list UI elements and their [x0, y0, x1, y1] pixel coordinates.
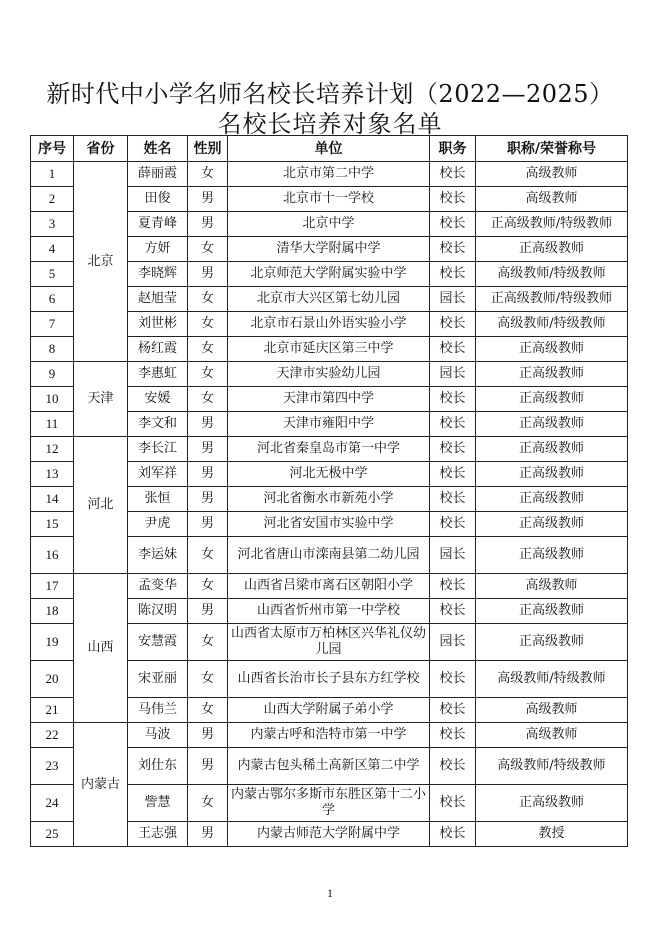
person-gender: 女	[188, 237, 228, 262]
person-gender: 男	[188, 412, 228, 437]
person-post: 校长	[430, 337, 476, 362]
person-name: 宋亚丽	[128, 661, 188, 698]
person-title: 正高级教师/特级教师	[476, 212, 628, 237]
person-title: 高级教师	[476, 698, 628, 723]
table-header-row	[31, 136, 628, 162]
row-index: 15	[31, 512, 74, 537]
person-title: 高级教师	[476, 187, 628, 212]
row-index: 3	[31, 212, 74, 237]
person-title: 正高级教师	[476, 537, 628, 574]
person-name: 李长江	[128, 437, 188, 462]
person-title: 正高级教师	[476, 412, 628, 437]
person-post: 园长	[430, 537, 476, 574]
person-gender: 女	[188, 337, 228, 362]
row-index: 1	[31, 162, 74, 187]
person-post: 校长	[430, 237, 476, 262]
person-title: 高级教师/特级教师	[476, 262, 628, 287]
table-row	[31, 162, 628, 187]
person-gender: 男	[188, 187, 228, 212]
row-index: 6	[31, 287, 74, 312]
person-title: 正高级教师	[476, 387, 628, 412]
person-unit: 山西大学附属子弟小学	[228, 698, 430, 723]
person-name: 安慧霞	[128, 624, 188, 661]
person-title: 高级教师	[476, 723, 628, 748]
person-post: 校长	[430, 187, 476, 212]
person-unit: 山西省长治市长子县东方红学校	[228, 661, 430, 698]
person-post: 校长	[430, 162, 476, 187]
person-unit: 北京市石景山外语实验小学	[228, 312, 430, 337]
person-unit: 河北省唐山市滦南县第二幼儿园	[228, 537, 430, 574]
person-name: 张恒	[128, 487, 188, 512]
person-title: 正高级教师	[476, 785, 628, 822]
person-name: 赵旭莹	[128, 287, 188, 312]
person-gender: 女	[188, 537, 228, 574]
header-index: 序号	[31, 136, 74, 162]
person-gender: 女	[188, 162, 228, 187]
person-post: 校长	[430, 512, 476, 537]
province-cell: 山西	[74, 574, 128, 723]
person-gender: 男	[188, 822, 228, 847]
person-name: 李惠虹	[128, 362, 188, 387]
person-gender: 男	[188, 723, 228, 748]
person-title: 教授	[476, 822, 628, 847]
person-name: 刘军祥	[128, 462, 188, 487]
row-index: 10	[31, 387, 74, 412]
person-unit: 河北无极中学	[228, 462, 430, 487]
person-post: 校长	[430, 262, 476, 287]
header-post: 职务	[430, 136, 476, 162]
person-unit: 内蒙古师范大学附属中学	[228, 822, 430, 847]
row-index: 11	[31, 412, 74, 437]
person-title: 高级教师/特级教师	[476, 748, 628, 785]
person-post: 校长	[430, 822, 476, 847]
person-post: 校长	[430, 661, 476, 698]
person-unit: 山西省太原市万柏林区兴华礼仪幼儿园	[228, 624, 430, 661]
row-index: 16	[31, 537, 74, 574]
table-body	[31, 162, 628, 847]
header-title: 职称/荣誉称号	[476, 136, 628, 162]
table-row	[31, 437, 628, 462]
person-gender: 男	[188, 212, 228, 237]
row-index: 13	[31, 462, 74, 487]
person-title: 正高级教师	[476, 337, 628, 362]
row-index: 19	[31, 624, 74, 661]
table-row	[31, 362, 628, 387]
row-index: 7	[31, 312, 74, 337]
person-post: 校长	[430, 748, 476, 785]
person-post: 校长	[430, 312, 476, 337]
document-subtitle: 名校长培养对象名单	[217, 110, 443, 138]
person-post: 校长	[430, 212, 476, 237]
person-name: 李晓辉	[128, 262, 188, 287]
province-cell: 河北	[74, 437, 128, 574]
person-name: 陈汉明	[128, 599, 188, 624]
person-post: 校长	[430, 487, 476, 512]
person-title: 高级教师/特级教师	[476, 312, 628, 337]
person-gender: 女	[188, 287, 228, 312]
row-index: 22	[31, 723, 74, 748]
person-post: 校长	[430, 462, 476, 487]
person-unit: 北京市十一学校	[228, 187, 430, 212]
row-index: 8	[31, 337, 74, 362]
row-index: 2	[31, 187, 74, 212]
person-gender: 女	[188, 387, 228, 412]
table-row	[31, 574, 628, 599]
header-name: 姓名	[128, 136, 188, 162]
row-index: 14	[31, 487, 74, 512]
table-row	[31, 723, 628, 748]
header-unit: 单位	[228, 136, 430, 162]
person-unit: 内蒙古呼和浩特市第一中学	[228, 723, 430, 748]
person-name: 訾慧	[128, 785, 188, 822]
person-unit: 山西省吕梁市离石区朝阳小学	[228, 574, 430, 599]
province-cell: 北京	[74, 162, 128, 362]
roster-table	[30, 135, 628, 847]
person-gender: 男	[188, 599, 228, 624]
person-unit: 山西省忻州市第一中学校	[228, 599, 430, 624]
person-name: 方妍	[128, 237, 188, 262]
person-unit: 北京师范大学附属实验中学	[228, 262, 430, 287]
person-name: 杨红霞	[128, 337, 188, 362]
row-index: 20	[31, 661, 74, 698]
person-name: 马伟兰	[128, 698, 188, 723]
person-post: 园长	[430, 287, 476, 312]
person-title: 高级教师	[476, 162, 628, 187]
document-title: 新时代中小学名师名校长培养计划（2022—2025）	[46, 80, 614, 108]
person-gender: 男	[188, 512, 228, 537]
person-unit: 内蒙古包头稀土高新区第二中学	[228, 748, 430, 785]
row-index: 17	[31, 574, 74, 599]
person-gender: 女	[188, 362, 228, 387]
person-gender: 女	[188, 785, 228, 822]
province-cell: 内蒙古	[74, 723, 128, 847]
person-post: 校长	[430, 387, 476, 412]
person-title: 高级教师	[476, 574, 628, 599]
person-gender: 女	[188, 698, 228, 723]
person-gender: 女	[188, 624, 228, 661]
row-index: 21	[31, 698, 74, 723]
person-title: 正高级教师	[476, 512, 628, 537]
person-post: 校长	[430, 599, 476, 624]
person-gender: 女	[188, 661, 228, 698]
person-post: 园长	[430, 624, 476, 661]
row-index: 9	[31, 362, 74, 387]
person-title: 正高级教师	[476, 599, 628, 624]
person-name: 刘世彬	[128, 312, 188, 337]
person-name: 王志强	[128, 822, 188, 847]
row-index: 23	[31, 748, 74, 785]
person-title: 正高级教师	[476, 462, 628, 487]
person-title: 正高级教师	[476, 437, 628, 462]
person-gender: 男	[188, 748, 228, 785]
person-post: 校长	[430, 723, 476, 748]
header-province: 省份	[74, 136, 128, 162]
person-name: 马波	[128, 723, 188, 748]
person-unit: 天津市雍阳中学	[228, 412, 430, 437]
person-unit: 河北省秦皇岛市第一中学	[228, 437, 430, 462]
person-post: 校长	[430, 698, 476, 723]
person-unit: 天津市第四中学	[228, 387, 430, 412]
person-post: 校长	[430, 437, 476, 462]
row-index: 24	[31, 785, 74, 822]
person-post: 校长	[430, 574, 476, 599]
row-index: 4	[31, 237, 74, 262]
person-unit: 北京市第二中学	[228, 162, 430, 187]
person-unit: 北京中学	[228, 212, 430, 237]
person-name: 安媛	[128, 387, 188, 412]
person-name: 夏青峰	[128, 212, 188, 237]
person-unit: 内蒙古鄂尔多斯市东胜区第十二小学	[228, 785, 430, 822]
person-unit: 天津市实验幼儿园	[228, 362, 430, 387]
person-title: 正高级教师	[476, 624, 628, 661]
person-unit: 北京市大兴区第七幼儿园	[228, 287, 430, 312]
person-gender: 男	[188, 437, 228, 462]
person-name: 刘仕东	[128, 748, 188, 785]
person-unit: 河北省安国市实验中学	[228, 512, 430, 537]
person-unit: 北京市延庆区第三中学	[228, 337, 430, 362]
person-title: 正高级教师	[476, 362, 628, 387]
person-title: 正高级教师	[476, 487, 628, 512]
person-gender: 男	[188, 462, 228, 487]
row-index: 12	[31, 437, 74, 462]
person-gender: 男	[188, 262, 228, 287]
person-unit: 河北省衡水市新苑小学	[228, 487, 430, 512]
person-name: 田俊	[128, 187, 188, 212]
person-gender: 女	[188, 574, 228, 599]
person-unit: 清华大学附属中学	[228, 237, 430, 262]
person-title: 高级教师/特级教师	[476, 661, 628, 698]
person-name: 尹虎	[128, 512, 188, 537]
person-post: 园长	[430, 362, 476, 387]
person-title: 正高级教师/特级教师	[476, 287, 628, 312]
row-index: 25	[31, 822, 74, 847]
header-gender: 性别	[188, 136, 228, 162]
person-post: 校长	[430, 412, 476, 437]
person-name: 李文和	[128, 412, 188, 437]
page-number: 1	[327, 886, 333, 900]
person-gender: 女	[188, 312, 228, 337]
province-cell: 天津	[74, 362, 128, 437]
person-title: 正高级教师	[476, 237, 628, 262]
person-gender: 男	[188, 487, 228, 512]
row-index: 18	[31, 599, 74, 624]
row-index: 5	[31, 262, 74, 287]
person-name: 薛丽霞	[128, 162, 188, 187]
person-name: 孟变华	[128, 574, 188, 599]
person-post: 校长	[430, 785, 476, 822]
person-name: 李运妹	[128, 537, 188, 574]
